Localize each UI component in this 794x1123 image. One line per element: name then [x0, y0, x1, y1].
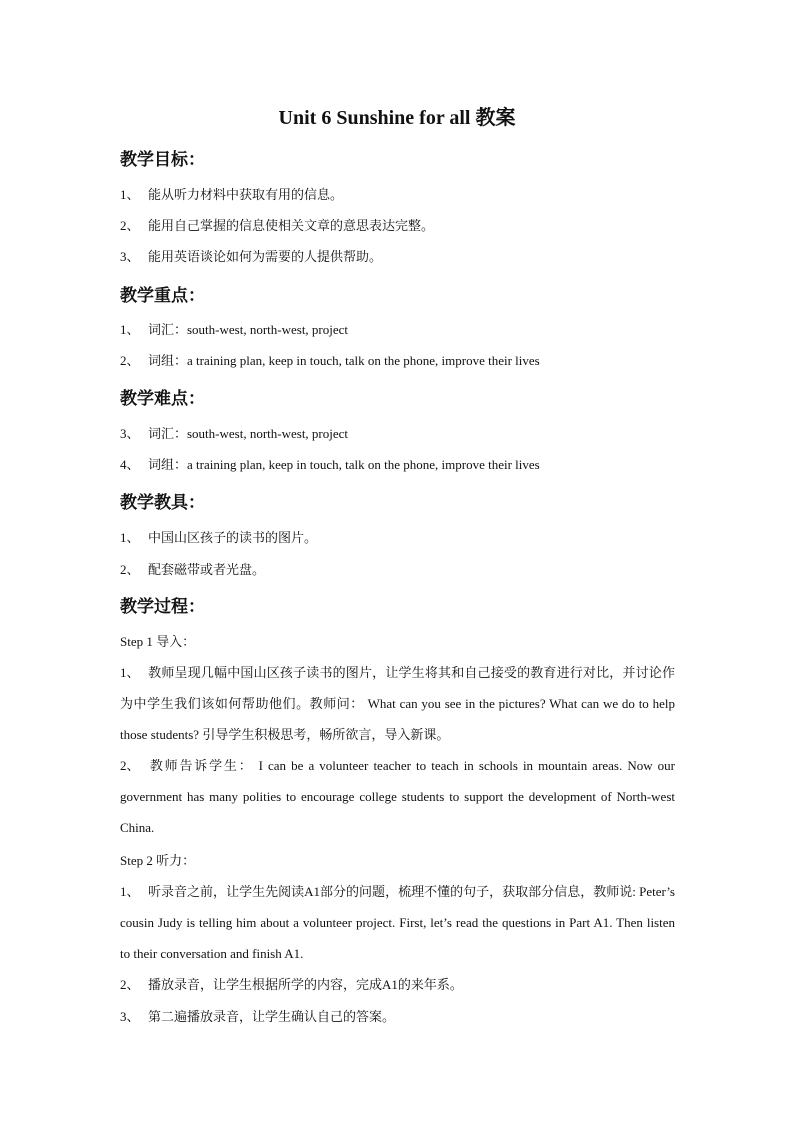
page-title: Unit 6 Sunshine for all 教案: [278, 107, 516, 129]
list-item: [120, 186, 343, 204]
item-text: 配套磁带或者光盘。: [148, 562, 266, 577]
item-text: 能用自己掌握的信息使相关文章的意思表达完整。: [148, 218, 435, 233]
list-item: [120, 352, 540, 370]
item-number: 3、: [120, 249, 140, 264]
list-item: [120, 248, 382, 266]
item-number: 2、: [120, 758, 140, 773]
item-number: 3、: [120, 426, 140, 441]
item-number: 1、: [120, 187, 140, 202]
section-heading-aids: 教学教具：: [120, 493, 205, 513]
item-number: 4、: [120, 457, 140, 472]
section-heading-key-points: 教学重点：: [120, 286, 205, 306]
item-number: 1、: [120, 322, 140, 337]
list-item: [120, 976, 463, 994]
list-item: [120, 456, 540, 474]
item-text: 词组：a training plan, keep in touch, talk on the phone, improve their lives: [148, 457, 540, 472]
item-text: 词汇：south-west, north-west, project: [148, 426, 349, 441]
item-text: 词汇：south-west, north-west, project: [148, 322, 349, 337]
item-text: 能用英语谈论如何为需要的人提供帮助。: [148, 249, 383, 264]
paragraph-item: [120, 876, 675, 969]
item-text: 能从听力材料中获取有用的信息。: [148, 187, 344, 202]
item-text: 第二遍播放录音，让学生确认自己的答案。: [148, 1009, 396, 1024]
item-number: 3、: [120, 1009, 140, 1024]
item-number: 1、: [120, 530, 140, 545]
item-text: 中国山区孩子的读书的图片。: [148, 530, 318, 545]
step-label: Step 2 听力：: [120, 853, 196, 868]
item-number: 2、: [120, 562, 140, 577]
list-item: [120, 561, 265, 579]
item-number: 1、: [120, 665, 140, 680]
list-item: [120, 529, 317, 547]
section-heading-objectives: 教学目标：: [120, 150, 205, 170]
item-number: 2、: [120, 977, 140, 992]
list-item: [120, 217, 434, 235]
item-number: 2、: [120, 353, 140, 368]
item-number: 2、: [120, 218, 140, 233]
paragraph-item: [120, 657, 675, 750]
section-heading-process: 教学过程：: [120, 597, 205, 617]
item-number: 1、: [120, 884, 140, 899]
list-item: [120, 1008, 395, 1026]
item-text: 教师告诉学生： I can be a volunteer teacher to teach in schools in mountain areas. Now our government has many polities to encourage college students to support the development of North-west China.: [120, 758, 675, 835]
item-text: 词组：a training plan, keep in touch, talk on the phone, improve their lives: [148, 353, 540, 368]
item-text: 教师呈现几幅中国山区孩子读书的图片，让学生将其和自己接受的教育进行对比，并讨论作为中学生我们该如何帮助他们。教师问： What can you see in the pictures? What can we do to help those students? 引导学生积极思考，畅所欲言，导入新课。: [120, 665, 675, 742]
list-item: [120, 425, 348, 443]
section-heading-difficulties: 教学难点：: [120, 389, 205, 409]
paragraph-item: [120, 750, 675, 843]
step-label: Step 1 导入：: [120, 634, 196, 649]
item-text: 播放录音，让学生根据所学的内容，完成A1的来年系。: [148, 977, 463, 992]
list-item: [120, 321, 348, 339]
item-text: 听录音之前，让学生先阅读A1部分的问题，梳理不懂的句子，获取部分信息，教师说: Peter’s cousin Judy is telling him about a volunteer project. First, let’s read the questions in Part A1. Then listen to their conversation and finish A1.: [120, 884, 675, 961]
